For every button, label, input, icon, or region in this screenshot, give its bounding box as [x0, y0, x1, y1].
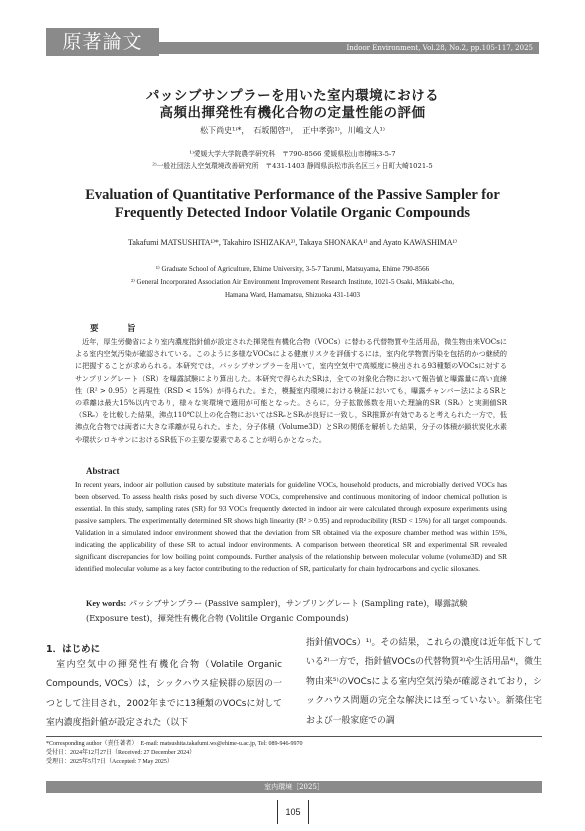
title-en-line2: Frequently Detected Indoor Volatile Organic Compounds: [114, 205, 471, 221]
journal-citation-band: Indoor Environment, Vol.28, No.2, pp.105-117, 2025: [159, 42, 539, 54]
footnote-rule: [46, 736, 542, 737]
affiliation-en-2: ²⁾ General Incorporated Association Air Environment Improvement Research Institute, 1021-5 Osaki, Mikkabi-cho,: [130, 278, 454, 286]
article-category-tab: 原著論文: [46, 28, 159, 56]
affiliation-ja-2: ²⁾一般社団法人空気環境改善研究所 〒431-1403 静岡県浜松市浜名区三ヶ日町大崎1021-5: [152, 162, 433, 170]
keywords-label: Key words:: [86, 599, 127, 608]
affiliation-en-1: ¹⁾ Graduate School of Agriculture, Ehime University, 3-5-7 Tarumi, Matsuyama, Ehime 790-8566: [155, 265, 430, 273]
footnote: [46, 740, 302, 767]
page-number: 105: [277, 800, 309, 824]
keywords: [86, 596, 506, 626]
authors-en: Takafumi MATSUSHITA¹⁾*, Takahiro ISHIZAKA²⁾, Takaya SHONAKA¹⁾ and Ayato KAWASHIMA¹⁾: [128, 238, 457, 247]
abstract-body: In recent years, indoor air pollution caused by substitute materials for guideline VOCs, household products, and microbially derived VOCs has been observed. To assess health risks posed by such diverse VOCs, comprehensive and continuous monitoring of indoor chemical pollution is essential. In this study, sampling rates (SR) for 93 VOCs frequently detected in indoor air were calculated through exposure experiments using passive samplers. The experimentally determined SR shows high linearity (R² > 0.95) and reproducibility (RSD < 15%) for all target compounds. Validation in a simulated indoor environment showed that the deviation from SR obtained via the exposure chamber method was within 15%, indicating the applicability of these SR to actual indoor environments. A comparison between theoretical SR and experimental SR revealed significant discrepancies for low boiling point compounds. Further analysis of the relationship between molecular volume (volume3D) and SR identified molecular volume as a key factor contributing to the reduction of SR, particularly for chain hydrocarbons and cyclic siloxanes.: [75, 480, 507, 573]
keywords-text: パッシブサンプラー (Passive sampler)，サンプリングレート (Sampling rate)，曝露試験 (Exposure test)，揮発性有機化合物 (Volitile Organic Compounds): [86, 598, 468, 623]
title-ja-line1: パッシブサンプラーを用いた室内環境における: [145, 88, 440, 104]
footer-journal-band: 室内環境［2025］: [46, 781, 542, 793]
section-heading-intro: 1．はじめに: [46, 644, 101, 655]
footnote-accepted: 受理日：2025年5月7日（Accepted: 7 May 2025）: [46, 759, 173, 765]
footnote-corresponding: *Corresponding author（責任著者） E-mail: matsushita.takafumi.ws@ehime-u.ac.jp, Tel: 089-946-9970: [46, 741, 303, 747]
abstract-heading: Abstract: [86, 466, 120, 476]
footnote-received: 受付日：2024年12月27日（Received: 27 December 2024）: [46, 750, 196, 756]
youshi-body: 近年，厚生労働省により室内濃度指針値が設定された揮発性有機化合物（VOCs）に替わる代替物質や生活用品，微生物由来VOCsによる室内空気汚染が確認されている。このように多様なVOCsによる健康リスクを評価するには，室内化学物質汚染を包括的かつ継続的に把握することが求められる。本研究では，パッシブサンプラーを用いて，室内空気中で高頻度に検出される93種類のVOCsに対するサンプリングレート（SR）を曝露試験により算出した。本研究で得られたSRは，全ての対象化合物において報告値と曝露量に高い直線性（R² > 0.95）と再現性（RSD < 15%）が得られた。また，模擬室内環境における検証においても，曝露チャンバー法によるSRとの乖離は最大15%以内であり，様々な実環境で適用が可能となった。さらに，分子拡散係数を用いた理論的SR（SRₜ）と実測値SR（SRₑ）を比較した結果，沸点110℃以上の化合物においてはSRₑとSRₜが良好に一致し，SR推算が有効であると考えられた一方で，低沸点化合物では両者に大きな乖離が見られた。また，分子体積（Volume3D）とSRの関係を解析した結果，分子の体積が鎖状炭化水素や環状シロキサンにおけるSR低下の主要な要素であることが明らかとなった。: [75, 337, 507, 444]
authors-ja: 松下尚史¹⁾*， 石坂閣啓²⁾， 正中孝弥¹⁾，川嶋文人¹⁾: [200, 126, 385, 135]
affiliation-ja-1: ¹⁾愛媛大学大学院農学研究科 〒790-8566 愛媛県松山市樽味3-5-7: [189, 150, 396, 158]
intro-column-right: 指針値VOCs）¹⁾。その結果，これらの濃度は近年低下している²⁾一方で，指針値VOCsの代替物質³⁾や生活用品⁴⁾，微生物由来⁵⁾のVOCsによる室内空気汚染が確認されており，シックハウス問題の完全な解決には至っていない。新築住宅および一般家庭での調: [306, 638, 543, 726]
affiliation-en-3: Hamana Ward, Hamamatsu, Shizuoka 431-1403: [225, 291, 360, 299]
intro-column-left: 室内空気中の揮発性有機化合物（Volatile Organic Compounds, VOCs）は，シックハウス症候群の原因の一つとして注目され，2002年までに13種類のVOCsに対して室内濃度指針値が設定された（以下: [46, 660, 282, 729]
youshi-heading: 要 旨: [90, 324, 146, 334]
title-en-line1: Evaluation of Quantitative Performance of the Passive Sampler for: [85, 187, 500, 203]
title-ja-line2: 高頻出揮発性有機化合物の定量性能の評価: [159, 105, 426, 121]
